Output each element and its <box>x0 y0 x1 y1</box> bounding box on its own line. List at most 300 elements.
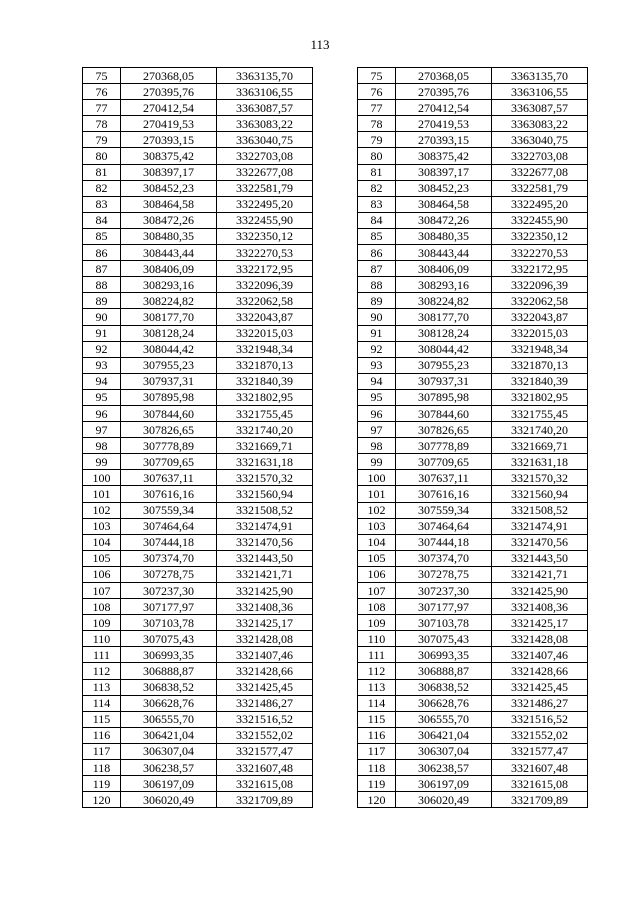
point-number-cell: 94 <box>358 373 396 389</box>
point-number-cell: 115 <box>358 711 396 727</box>
table-row <box>358 325 588 341</box>
point-number-cell: 87 <box>358 261 396 277</box>
point-number-cell: 75 <box>83 68 121 84</box>
x-coordinate-cell: 307637,11 <box>121 470 217 486</box>
point-number-cell: 81 <box>83 164 121 180</box>
x-coordinate-cell: 308128,24 <box>121 325 217 341</box>
page-number: 113 <box>310 37 330 52</box>
table-row <box>358 711 588 727</box>
point-number-cell: 112 <box>358 663 396 679</box>
point-number-cell: 91 <box>358 325 396 341</box>
point-number-cell: 77 <box>83 100 121 116</box>
x-coordinate-cell: 270419,53 <box>121 116 217 132</box>
table-row <box>83 550 313 566</box>
x-coordinate-cell: 308177,70 <box>121 309 217 325</box>
table-row <box>83 293 313 309</box>
table-row <box>83 228 313 244</box>
x-coordinate-cell: 307778,89 <box>121 438 217 454</box>
point-number-cell: 76 <box>358 84 396 100</box>
table-row <box>83 534 313 550</box>
point-number-cell: 80 <box>83 148 121 164</box>
x-coordinate-cell: 306628,76 <box>396 695 492 711</box>
table-row <box>83 84 313 100</box>
point-number-cell: 115 <box>83 711 121 727</box>
table-row <box>83 631 313 647</box>
y-coordinate-cell: 3321552,02 <box>492 727 588 743</box>
point-number-cell: 103 <box>83 518 121 534</box>
x-coordinate-cell: 306838,52 <box>396 679 492 695</box>
x-coordinate-cell: 306628,76 <box>121 695 217 711</box>
point-number-cell: 84 <box>358 212 396 228</box>
table-row <box>83 100 313 116</box>
table-row <box>83 212 313 228</box>
y-coordinate-cell: 3363106,55 <box>217 84 313 100</box>
point-number-cell: 119 <box>83 776 121 792</box>
y-coordinate-cell: 3321486,27 <box>492 695 588 711</box>
point-number-cell: 94 <box>83 373 121 389</box>
y-coordinate-cell: 3321755,45 <box>217 405 313 421</box>
table-row <box>358 341 588 357</box>
point-number-cell: 112 <box>83 663 121 679</box>
y-coordinate-cell: 3322270,53 <box>492 245 588 261</box>
y-coordinate-cell: 3321408,36 <box>492 599 588 615</box>
table-row <box>83 486 313 502</box>
x-coordinate-cell: 307844,60 <box>121 405 217 421</box>
x-coordinate-cell: 307237,30 <box>121 583 217 599</box>
table-row <box>358 164 588 180</box>
table-row <box>358 631 588 647</box>
x-coordinate-cell: 308293,16 <box>121 277 217 293</box>
x-coordinate-cell: 308406,09 <box>396 261 492 277</box>
x-coordinate-cell: 307826,65 <box>121 422 217 438</box>
table-row <box>83 68 313 84</box>
y-coordinate-cell: 3322677,08 <box>492 164 588 180</box>
point-number-cell: 99 <box>83 454 121 470</box>
x-coordinate-cell: 306888,87 <box>396 663 492 679</box>
point-number-cell: 79 <box>358 132 396 148</box>
table-row <box>358 615 588 631</box>
point-number-cell: 86 <box>358 245 396 261</box>
point-number-cell: 108 <box>83 599 121 615</box>
y-coordinate-cell: 3322677,08 <box>217 164 313 180</box>
x-coordinate-cell: 306888,87 <box>121 663 217 679</box>
point-number-cell: 116 <box>83 727 121 743</box>
point-number-cell: 82 <box>358 180 396 196</box>
table-row <box>83 711 313 727</box>
y-coordinate-cell: 3321755,45 <box>492 405 588 421</box>
table-row <box>358 422 588 438</box>
coordinates-table-left <box>82 67 313 808</box>
table-row <box>358 792 588 808</box>
point-number-cell: 95 <box>83 389 121 405</box>
point-number-cell: 87 <box>83 261 121 277</box>
table-row <box>83 679 313 695</box>
point-number-cell: 109 <box>83 615 121 631</box>
point-number-cell: 113 <box>358 679 396 695</box>
point-number-cell: 85 <box>358 228 396 244</box>
point-number-cell: 120 <box>358 792 396 808</box>
point-number-cell: 103 <box>358 518 396 534</box>
y-coordinate-cell: 3363083,22 <box>492 116 588 132</box>
x-coordinate-cell: 307895,98 <box>396 389 492 405</box>
x-coordinate-cell: 307709,65 <box>121 454 217 470</box>
point-number-cell: 88 <box>83 277 121 293</box>
y-coordinate-cell: 3321709,89 <box>217 792 313 808</box>
y-coordinate-cell: 3363087,57 <box>217 100 313 116</box>
x-coordinate-cell: 270368,05 <box>121 68 217 84</box>
point-number-cell: 97 <box>358 422 396 438</box>
x-coordinate-cell: 306555,70 <box>121 711 217 727</box>
y-coordinate-cell: 3321470,56 <box>492 534 588 550</box>
x-coordinate-cell: 307444,18 <box>396 534 492 550</box>
y-coordinate-cell: 3321709,89 <box>492 792 588 808</box>
y-coordinate-cell: 3321407,46 <box>217 647 313 663</box>
y-coordinate-cell: 3322015,03 <box>217 325 313 341</box>
x-coordinate-cell: 306238,57 <box>396 760 492 776</box>
y-coordinate-cell: 3321570,32 <box>217 470 313 486</box>
y-coordinate-cell: 3321428,66 <box>217 663 313 679</box>
point-number-cell: 96 <box>83 405 121 421</box>
y-coordinate-cell: 3321552,02 <box>217 727 313 743</box>
x-coordinate-cell: 306421,04 <box>121 727 217 743</box>
x-coordinate-cell: 308044,42 <box>396 341 492 357</box>
point-number-cell: 93 <box>358 357 396 373</box>
y-coordinate-cell: 3321407,46 <box>492 647 588 663</box>
y-coordinate-cell: 3321425,90 <box>492 583 588 599</box>
point-number-cell: 109 <box>358 615 396 631</box>
x-coordinate-cell: 308443,44 <box>121 245 217 261</box>
table-row <box>358 405 588 421</box>
point-number-cell: 119 <box>358 776 396 792</box>
point-number-cell: 92 <box>83 341 121 357</box>
point-number-cell: 93 <box>83 357 121 373</box>
table-row <box>358 534 588 550</box>
x-coordinate-cell: 307559,34 <box>396 502 492 518</box>
point-number-cell: 104 <box>83 534 121 550</box>
y-coordinate-cell: 3363087,57 <box>492 100 588 116</box>
x-coordinate-cell: 306421,04 <box>396 727 492 743</box>
x-coordinate-cell: 308177,70 <box>396 309 492 325</box>
y-coordinate-cell: 3321570,32 <box>492 470 588 486</box>
table-row <box>358 116 588 132</box>
table-row <box>83 148 313 164</box>
x-coordinate-cell: 307075,43 <box>396 631 492 647</box>
point-number-cell: 80 <box>358 148 396 164</box>
x-coordinate-cell: 307374,70 <box>396 550 492 566</box>
y-coordinate-cell: 3322455,90 <box>217 212 313 228</box>
table-row <box>358 180 588 196</box>
table-row <box>358 743 588 759</box>
point-number-cell: 118 <box>358 760 396 776</box>
y-coordinate-cell: 3322581,79 <box>217 180 313 196</box>
y-coordinate-cell: 3322096,39 <box>492 277 588 293</box>
table-row <box>358 647 588 663</box>
table-row <box>358 663 588 679</box>
x-coordinate-cell: 270393,15 <box>396 132 492 148</box>
point-number-cell: 118 <box>83 760 121 776</box>
x-coordinate-cell: 308464,58 <box>121 196 217 212</box>
table-row <box>358 245 588 261</box>
point-number-cell: 92 <box>358 341 396 357</box>
table-row <box>83 743 313 759</box>
point-number-cell: 101 <box>358 486 396 502</box>
y-coordinate-cell: 3322455,90 <box>492 212 588 228</box>
x-coordinate-cell: 270395,76 <box>396 84 492 100</box>
x-coordinate-cell: 306197,09 <box>121 776 217 792</box>
table-row <box>358 373 588 389</box>
x-coordinate-cell: 308452,23 <box>396 180 492 196</box>
x-coordinate-cell: 306307,04 <box>121 743 217 759</box>
y-coordinate-cell: 3321615,08 <box>217 776 313 792</box>
table-row <box>83 309 313 325</box>
x-coordinate-cell: 307955,23 <box>396 357 492 373</box>
point-number-cell: 114 <box>83 695 121 711</box>
table-row <box>358 148 588 164</box>
y-coordinate-cell: 3321607,48 <box>492 760 588 776</box>
x-coordinate-cell: 306020,49 <box>121 792 217 808</box>
point-number-cell: 90 <box>83 309 121 325</box>
y-coordinate-cell: 3321948,34 <box>492 341 588 357</box>
y-coordinate-cell: 3322062,58 <box>492 293 588 309</box>
x-coordinate-cell: 308044,42 <box>121 341 217 357</box>
table-row <box>83 792 313 808</box>
table-row <box>83 116 313 132</box>
x-coordinate-cell: 307709,65 <box>396 454 492 470</box>
table-row <box>358 566 588 582</box>
y-coordinate-cell: 3321740,20 <box>217 422 313 438</box>
y-coordinate-cell: 3321669,71 <box>492 438 588 454</box>
point-number-cell: 110 <box>358 631 396 647</box>
table-row <box>358 309 588 325</box>
x-coordinate-cell: 308375,42 <box>121 148 217 164</box>
table-row <box>358 583 588 599</box>
y-coordinate-cell: 3322096,39 <box>217 277 313 293</box>
y-coordinate-cell: 3321486,27 <box>217 695 313 711</box>
y-coordinate-cell: 3321428,08 <box>217 631 313 647</box>
y-coordinate-cell: 3321408,36 <box>217 599 313 615</box>
y-coordinate-cell: 3321443,50 <box>492 550 588 566</box>
x-coordinate-cell: 308397,17 <box>121 164 217 180</box>
table-row <box>358 518 588 534</box>
y-coordinate-cell: 3321948,34 <box>217 341 313 357</box>
x-coordinate-cell: 307895,98 <box>121 389 217 405</box>
y-coordinate-cell: 3321516,52 <box>492 711 588 727</box>
point-number-cell: 84 <box>83 212 121 228</box>
table-row <box>83 389 313 405</box>
x-coordinate-cell: 270368,05 <box>396 68 492 84</box>
table-row <box>358 212 588 228</box>
table-row <box>83 454 313 470</box>
point-number-cell: 105 <box>358 550 396 566</box>
table-row <box>83 518 313 534</box>
x-coordinate-cell: 308397,17 <box>396 164 492 180</box>
y-coordinate-cell: 3321740,20 <box>492 422 588 438</box>
y-coordinate-cell: 3321470,56 <box>217 534 313 550</box>
table-row <box>358 470 588 486</box>
x-coordinate-cell: 307778,89 <box>396 438 492 454</box>
coordinates-table-right <box>357 67 588 808</box>
table-row <box>358 486 588 502</box>
table-row <box>358 293 588 309</box>
x-coordinate-cell: 307937,31 <box>396 373 492 389</box>
point-number-cell: 111 <box>358 647 396 663</box>
x-coordinate-cell: 306197,09 <box>396 776 492 792</box>
point-number-cell: 100 <box>83 470 121 486</box>
x-coordinate-cell: 307464,64 <box>121 518 217 534</box>
y-coordinate-cell: 3321631,18 <box>217 454 313 470</box>
x-coordinate-cell: 307177,97 <box>121 599 217 615</box>
y-coordinate-cell: 3322495,20 <box>217 196 313 212</box>
y-coordinate-cell: 3321840,39 <box>217 373 313 389</box>
y-coordinate-cell: 3322581,79 <box>492 180 588 196</box>
table-row <box>83 438 313 454</box>
y-coordinate-cell: 3321615,08 <box>492 776 588 792</box>
x-coordinate-cell: 308406,09 <box>121 261 217 277</box>
point-number-cell: 117 <box>358 743 396 759</box>
y-coordinate-cell: 3321425,17 <box>492 615 588 631</box>
point-number-cell: 78 <box>83 116 121 132</box>
x-coordinate-cell: 307826,65 <box>396 422 492 438</box>
y-coordinate-cell: 3321443,50 <box>217 550 313 566</box>
x-coordinate-cell: 306020,49 <box>396 792 492 808</box>
y-coordinate-cell: 3321474,91 <box>492 518 588 534</box>
y-coordinate-cell: 3322043,87 <box>217 309 313 325</box>
y-coordinate-cell: 3321577,47 <box>492 743 588 759</box>
point-number-cell: 90 <box>358 309 396 325</box>
table-row <box>83 422 313 438</box>
table-row <box>358 550 588 566</box>
x-coordinate-cell: 308128,24 <box>396 325 492 341</box>
table-row <box>83 599 313 615</box>
x-coordinate-cell: 308293,16 <box>396 277 492 293</box>
table-row <box>358 357 588 373</box>
point-number-cell: 102 <box>83 502 121 518</box>
x-coordinate-cell: 307177,97 <box>396 599 492 615</box>
point-number-cell: 95 <box>358 389 396 405</box>
x-coordinate-cell: 270412,54 <box>121 100 217 116</box>
x-coordinate-cell: 306555,70 <box>396 711 492 727</box>
y-coordinate-cell: 3321560,94 <box>217 486 313 502</box>
point-number-cell: 79 <box>83 132 121 148</box>
table-row <box>83 566 313 582</box>
y-coordinate-cell: 3363135,70 <box>492 68 588 84</box>
y-coordinate-cell: 3321870,13 <box>217 357 313 373</box>
x-coordinate-cell: 270395,76 <box>121 84 217 100</box>
point-number-cell: 106 <box>358 566 396 582</box>
y-coordinate-cell: 3363040,75 <box>492 132 588 148</box>
table-row <box>83 583 313 599</box>
x-coordinate-cell: 270393,15 <box>121 132 217 148</box>
table-row <box>83 277 313 293</box>
point-number-cell: 83 <box>83 196 121 212</box>
x-coordinate-cell: 308464,58 <box>396 196 492 212</box>
point-number-cell: 77 <box>358 100 396 116</box>
x-coordinate-cell: 308224,82 <box>396 293 492 309</box>
y-coordinate-cell: 3321577,47 <box>217 743 313 759</box>
x-coordinate-cell: 307464,64 <box>396 518 492 534</box>
point-number-cell: 102 <box>358 502 396 518</box>
table-row <box>83 357 313 373</box>
table-row <box>83 727 313 743</box>
point-number-cell: 107 <box>358 583 396 599</box>
x-coordinate-cell: 308452,23 <box>121 180 217 196</box>
x-coordinate-cell: 270419,53 <box>396 116 492 132</box>
x-coordinate-cell: 307103,78 <box>121 615 217 631</box>
point-number-cell: 98 <box>358 438 396 454</box>
y-coordinate-cell: 3321421,71 <box>217 566 313 582</box>
table-row <box>83 663 313 679</box>
point-number-cell: 108 <box>358 599 396 615</box>
point-number-cell: 101 <box>83 486 121 502</box>
y-coordinate-cell: 3321508,52 <box>217 502 313 518</box>
table-row <box>83 470 313 486</box>
y-coordinate-cell: 3321516,52 <box>217 711 313 727</box>
point-number-cell: 89 <box>83 293 121 309</box>
y-coordinate-cell: 3321425,90 <box>217 583 313 599</box>
y-coordinate-cell: 3321840,39 <box>492 373 588 389</box>
y-coordinate-cell: 3363106,55 <box>492 84 588 100</box>
point-number-cell: 114 <box>358 695 396 711</box>
point-number-cell: 104 <box>358 534 396 550</box>
table-row <box>358 727 588 743</box>
y-coordinate-cell: 3363135,70 <box>217 68 313 84</box>
y-coordinate-cell: 3321607,48 <box>217 760 313 776</box>
table-row <box>358 261 588 277</box>
table-row <box>358 100 588 116</box>
x-coordinate-cell: 306838,52 <box>121 679 217 695</box>
table-row <box>83 502 313 518</box>
point-number-cell: 120 <box>83 792 121 808</box>
point-number-cell: 86 <box>83 245 121 261</box>
y-coordinate-cell: 3321508,52 <box>492 502 588 518</box>
y-coordinate-cell: 3322062,58 <box>217 293 313 309</box>
table-row <box>358 277 588 293</box>
x-coordinate-cell: 308375,42 <box>396 148 492 164</box>
point-number-cell: 83 <box>358 196 396 212</box>
table-row <box>83 776 313 792</box>
point-number-cell: 75 <box>358 68 396 84</box>
y-coordinate-cell: 3322172,95 <box>217 261 313 277</box>
point-number-cell: 111 <box>83 647 121 663</box>
y-coordinate-cell: 3321425,17 <box>217 615 313 631</box>
y-coordinate-cell: 3321428,08 <box>492 631 588 647</box>
table-row <box>358 760 588 776</box>
table-row <box>358 389 588 405</box>
x-coordinate-cell: 308480,35 <box>121 228 217 244</box>
x-coordinate-cell: 307559,34 <box>121 502 217 518</box>
x-coordinate-cell: 307616,16 <box>121 486 217 502</box>
point-number-cell: 91 <box>83 325 121 341</box>
x-coordinate-cell: 307237,30 <box>396 583 492 599</box>
x-coordinate-cell: 307616,16 <box>396 486 492 502</box>
x-coordinate-cell: 306993,35 <box>121 647 217 663</box>
y-coordinate-cell: 3321802,95 <box>217 389 313 405</box>
y-coordinate-cell: 3322172,95 <box>492 261 588 277</box>
x-coordinate-cell: 307444,18 <box>121 534 217 550</box>
table-row <box>358 502 588 518</box>
y-coordinate-cell: 3322703,08 <box>217 148 313 164</box>
y-coordinate-cell: 3321425,45 <box>492 679 588 695</box>
x-coordinate-cell: 307103,78 <box>396 615 492 631</box>
x-coordinate-cell: 270412,54 <box>396 100 492 116</box>
y-coordinate-cell: 3321428,66 <box>492 663 588 679</box>
point-number-cell: 96 <box>358 405 396 421</box>
point-number-cell: 107 <box>83 583 121 599</box>
x-coordinate-cell: 308480,35 <box>396 228 492 244</box>
point-number-cell: 116 <box>358 727 396 743</box>
point-number-cell: 113 <box>83 679 121 695</box>
y-coordinate-cell: 3322703,08 <box>492 148 588 164</box>
